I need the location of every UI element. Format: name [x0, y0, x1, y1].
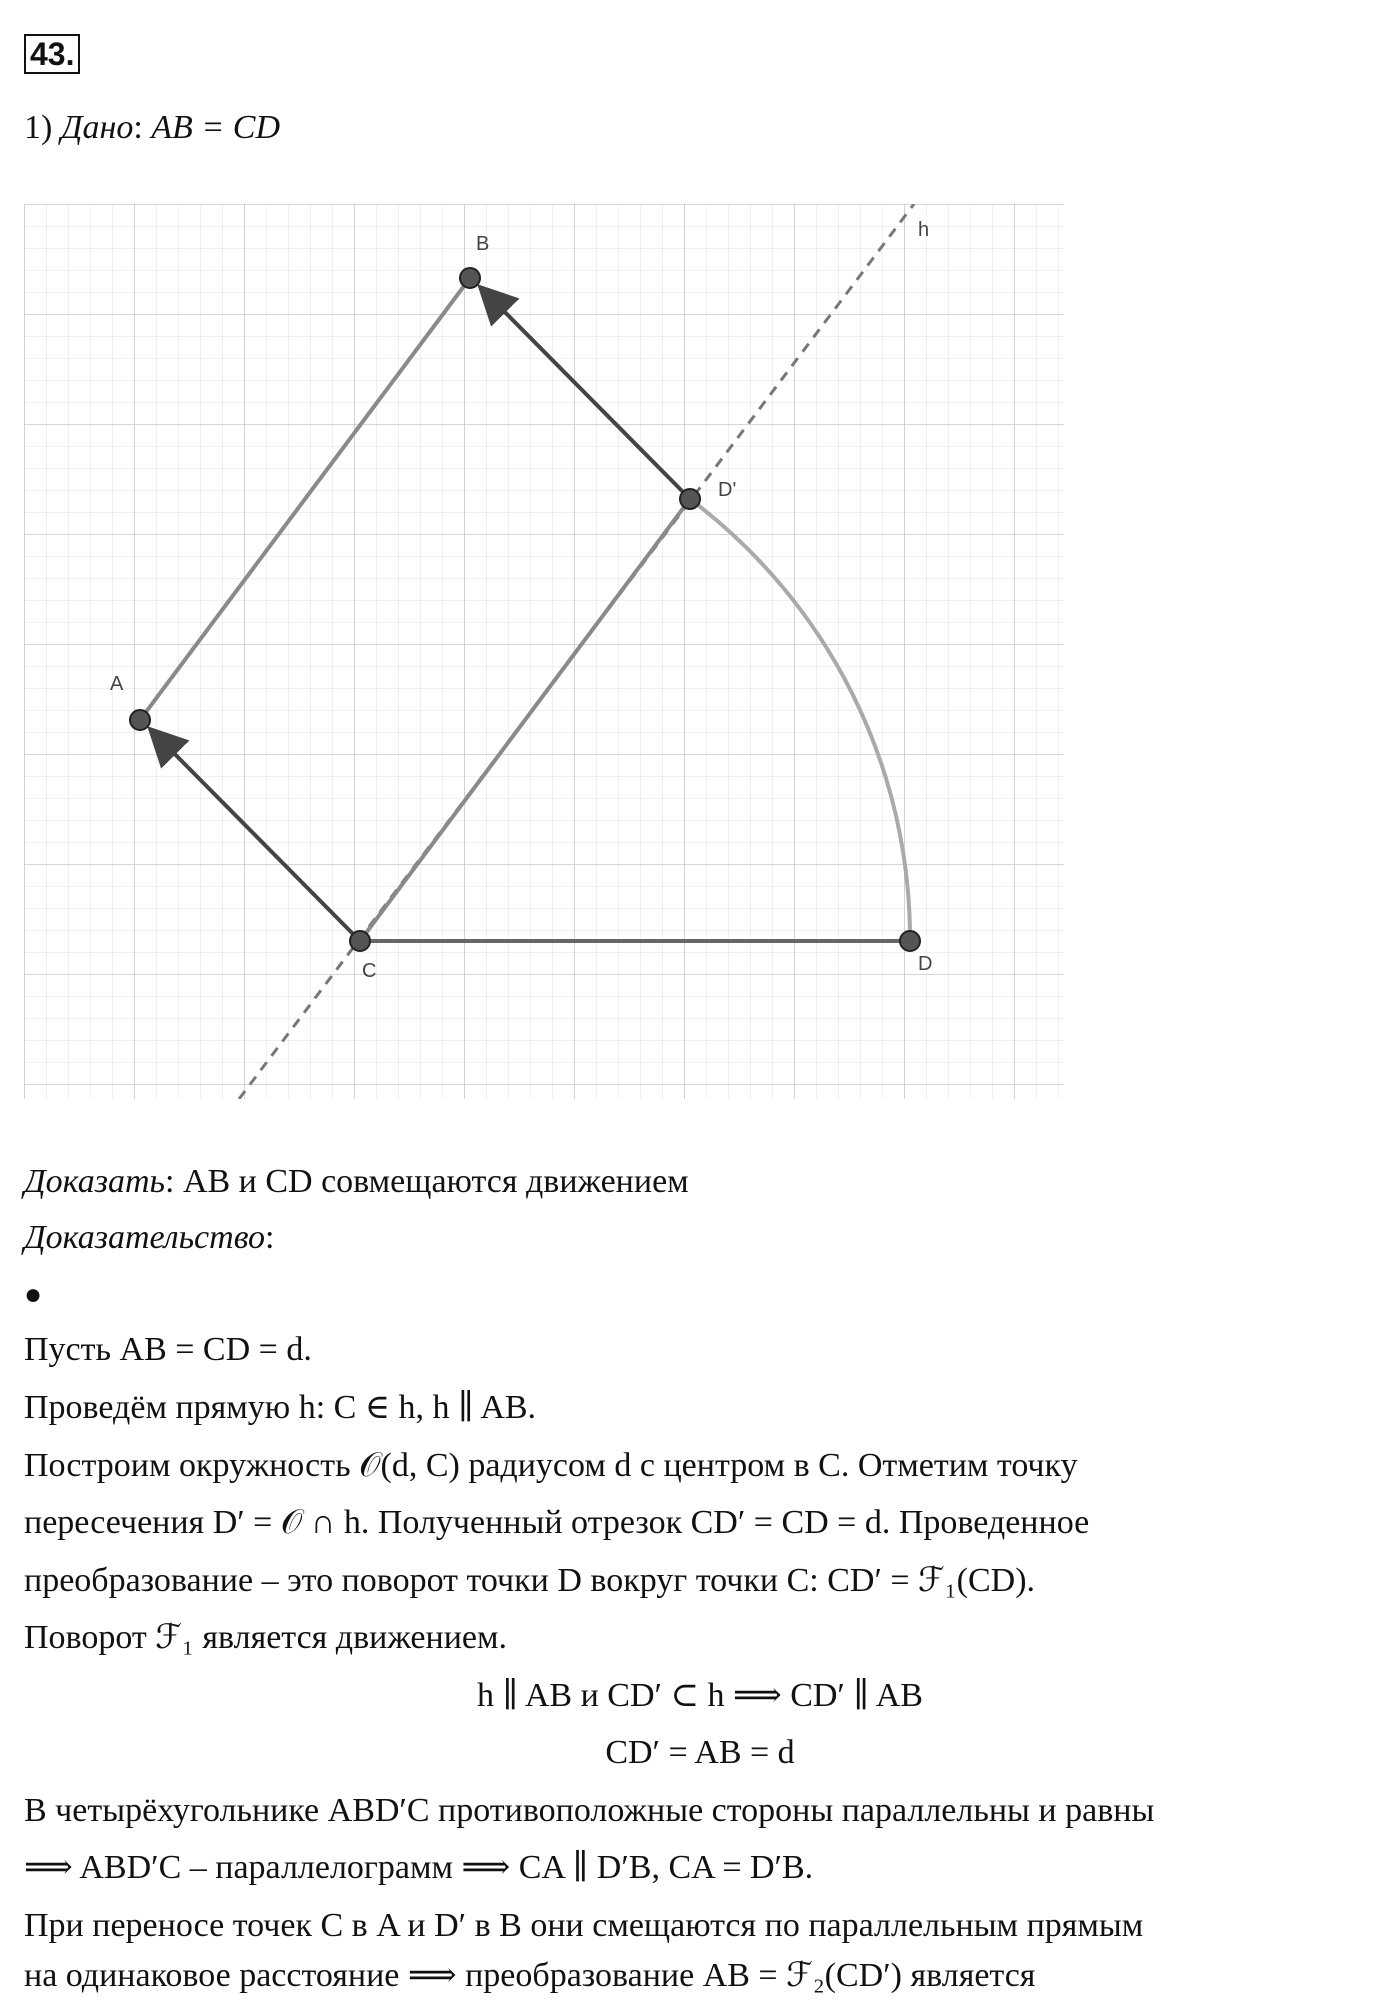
prove-text: AB и CD совмещаются движением — [182, 1163, 689, 1200]
proof-label: Доказательство — [24, 1219, 266, 1256]
centered-line-1: h ∥ AB и CD′ ⊂ h ⟹ CD′ ∥ AB — [477, 1677, 923, 1714]
label-Dprime: D' — [718, 479, 737, 501]
given-sep: : — [133, 109, 152, 146]
proof-line-1: Пусть AB = CD = d. — [24, 1331, 312, 1368]
proof-line-9: При переносе точек C в A и D′ в B они смещаются по параллельным прямым — [24, 1907, 1144, 1944]
prove-label: Доказать — [24, 1163, 165, 1200]
proof-line-5: преобразование – это поворот точки D вокруг точки C: CD′ = ℱ₁(CD). — [24, 1562, 1036, 1599]
part-label: 1) — [24, 109, 53, 146]
proof-sep: : — [265, 1219, 275, 1256]
proof-line-6: Поворот ℱ₁ является движением. — [24, 1619, 507, 1656]
major-grid — [24, 204, 1064, 1099]
bullet: ● — [24, 1278, 43, 1311]
label-A: A — [110, 673, 124, 695]
proof-heading — [24, 1218, 274, 1258]
label-C: C — [362, 960, 377, 982]
label-B: B — [476, 233, 490, 255]
geometry-figure — [24, 204, 1064, 1104]
proof-line-10: на одинаковое расстояние ⟹ преобразование AB = ℱ₂(CD′) является — [24, 1957, 1036, 1994]
proof-line-8: ⟹ ABD′C – параллелограмм ⟹ CA ∥ D′B, CA = D′B. — [24, 1849, 814, 1886]
given-expr: AB = CD — [151, 109, 280, 146]
given-label: Дано — [60, 109, 134, 146]
prove-line — [24, 1162, 689, 1202]
label-D: D — [918, 953, 933, 975]
point-B — [460, 268, 480, 288]
proof-line-3: Построим окружность 𝒪(d, C) радиусом d с центром в C. Отметим точку — [24, 1447, 1078, 1484]
label-h: h — [918, 219, 930, 241]
point-Dprime — [680, 489, 700, 509]
point-D — [900, 931, 920, 951]
centered-line-2: CD′ = AB = d — [605, 1734, 795, 1771]
given-line — [24, 108, 280, 148]
problem-number: 43. — [24, 34, 80, 74]
proof-line-4: пересечения D′ = 𝒪 ∩ h. Полученный отрезок CD′ = CD = d. Проведенное — [24, 1504, 1090, 1541]
point-C — [350, 931, 370, 951]
proof-line-2: Проведём прямую h: C ∈ h, h ∥ AB. — [24, 1389, 537, 1426]
prove-sep: : — [164, 1163, 183, 1200]
proof-line-7: В четырёхугольнике ABD′C противоположные стороны параллельны и равны — [24, 1792, 1155, 1829]
point-A — [130, 710, 150, 730]
